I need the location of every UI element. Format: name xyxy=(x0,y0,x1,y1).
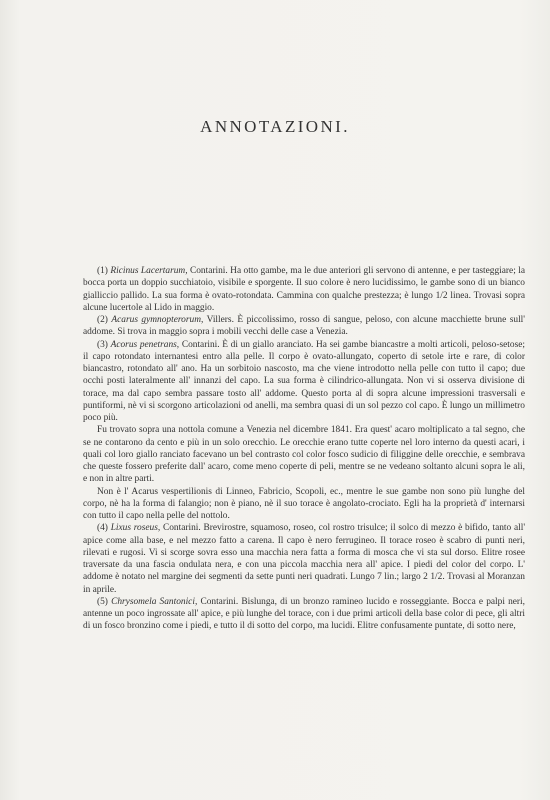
species-name: Lixus roseus, xyxy=(110,523,161,534)
annotation-paragraph-4 xyxy=(83,424,525,485)
note-number: (2) xyxy=(97,315,108,325)
annotation-paragraph-3 xyxy=(83,339,525,425)
paragraph-text: Contarini. Bislunga, di un bronzo ramineo lucido e rosseggiante. Bocca e palpi neri, antenne un poco ingrossate all' apice, e più lunghe del torace, con i due primi articoli della base color di pece, gli altri di un fosco bronzino come i piedi, e tutto il di sotto del corpo, ma lucidi. Elitre confusamente puntate, di sotto nere, xyxy=(83,596,525,632)
species-name: Chrysomela Santonici, xyxy=(111,596,198,607)
note-number: (3) xyxy=(97,339,108,350)
note-number: (1) xyxy=(97,266,108,276)
annotation-paragraph-2 xyxy=(83,314,525,339)
annotation-paragraph-1 xyxy=(83,265,525,314)
annotations-body xyxy=(83,265,525,633)
species-name: Acarus gymnopterorum, xyxy=(111,315,204,325)
page-title: ANNOTAZIONI. xyxy=(200,117,350,136)
annotation-paragraph-7 xyxy=(83,596,525,633)
paragraph-text: Villers. È piccolissimo, rosso di sangue, peloso, con alcune macchiette brune sull' addome. Si trova in maggio sopra i mobili vecchi delle case a Venezia. xyxy=(83,315,525,338)
paragraph-text: Contarini. È di un giallo aranciato. Ha sei gambe biancastre a molti articoli, peloso-setose; il capo rotondato internantesi entro alla pelle. Il corpo è ovato-allungato, coperto di setole irte e rare, di color biancastro, rotondato all' ano. Ha un sorbitoio nascosto, ma che viene introdotto nella pelle con tutto il capo; due occhi posti lateralmente all' innanzi del capo. La sua forma è cilindrico-allungata. Non vi si osserva divisione di torace, ma dal capo sembra passare tosto all' addome. Questo porta al di sopra alcune impressioni trasversali e puntiformi, nè vi si scorgono articolazioni od anelli, ma sembra quasi di un sol pezzo col capo. È lungo un millimetro poco più. xyxy=(83,339,525,423)
annotation-paragraph-5 xyxy=(83,486,525,523)
species-name: Acorus penetrans, xyxy=(110,339,180,350)
paragraph-text: Non è l' Acarus vespertilionis di Linneo, Fabricio, Scopoli, ec., mentre le sue gambe non sono più lunghe del corpo, nè ha la forma di falangio; non è piano, nè il suo torace è angolato-crociato. Egli ha la proprietà d' internarsi con tutto il capo nella pelle del nottolo. xyxy=(83,486,525,521)
paragraph-text: Contarini. Brevirostre, squamoso, roseo, col rostro trisulce; il solco di mezzo è bifido, tanto all' apice come alla base, e nel mezzo fatto a carena. Il capo è nero ferrugineo. Il torace roseo è scabro di punti neri, rilevati e rugosi. Vi si scorge sovra esso una macchia nera fatta a forma di mosca che vi sta sul dorso. Elitre rosee traversate da una fascia ondulata nera, e con una piccola macchia nera all' apice. I piedi del color del corpo. L' addome è notato nel margine dei segmenti da sette punti neri quadrati. Lungo 7 lin.; largo 2 1/2. Trovasi al Moranzan in aprile. xyxy=(83,523,526,595)
show-through-text xyxy=(215,57,335,71)
paragraph-text: Fu trovato sopra una nottola comune a Venezia nel dicembre 1841. Era quest' acaro moltiplicato a tal segno, che se ne contarono da cento e più in un solo orecchio. Le orecchie erano tutte coperte nel loro interno da questi acari, i quali col loro giallo ranciato facevano un bel contrasto col color fosco sudicio di filiggine delle orecchie, e sembrava che queste fossero preferite dall' acaro, come meno coperte di peli, mentre se ne vedeano soltanto alcuni sopra le ali, e non in altre parti. xyxy=(83,425,525,485)
paragraph-text: Contarini. Ha otto gambe, ma le due anteriori gli servono di antenne, e per tasteggiare; la bocca porta un doppio succhiatoio, visibile e sporgente. Il suo colore è nero lucidissimo, le gambe sono di un bianco gialliccio pallido. La sua forma è ovato-rotondata. Cammina con qualche prestezza; è lungo 1/2 linea. Trovasi sopra alcune lucertole al Lido in maggio. xyxy=(83,266,526,313)
species-name: Ricinus Lacertarum, xyxy=(110,266,188,276)
note-number: (4) xyxy=(97,523,108,534)
annotation-paragraph-6 xyxy=(83,522,525,596)
note-number: (5) xyxy=(97,596,108,607)
